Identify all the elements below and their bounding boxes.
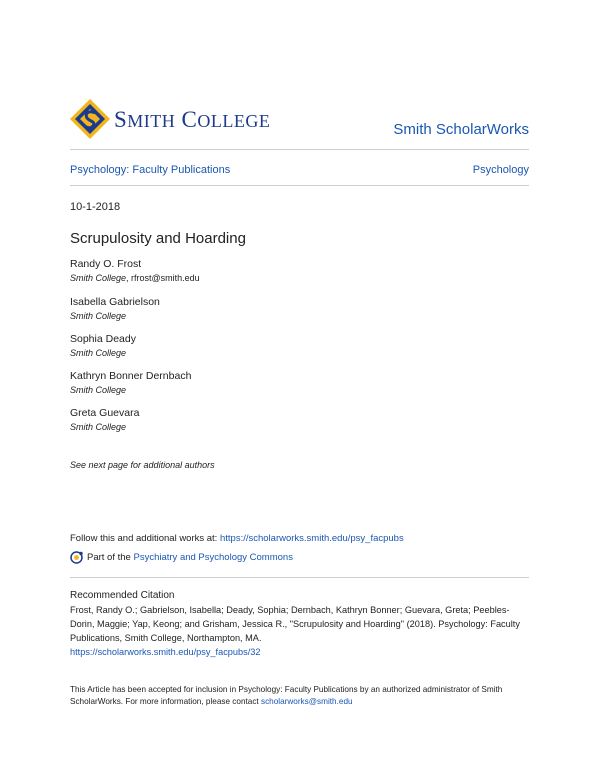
breadcrumb-department[interactable]: Psychology bbox=[472, 164, 529, 176]
follow-link[interactable]: https://scholarworks.smith.edu/psy_facpubs bbox=[219, 533, 404, 544]
contact-email-link[interactable]: scholarworks@smith.edu bbox=[260, 697, 353, 706]
citation-heading: Recommended Citation bbox=[70, 590, 175, 601]
divider bbox=[70, 149, 529, 150]
more-authors-note: See next page for additional authors bbox=[70, 460, 215, 470]
publication-date: 10-1-2018 bbox=[70, 201, 121, 213]
citation-block: Frost, Randy O.; Gabrielson, Isabella; Deady, Sophia; Dernbach, Kathryn Bonner; Guevara, Greta; Peebles-Dorin, Maggie; Yap, Keong; and Grisham, Jessica R., "Scrupulosity and Hoarding" (2018). Psychology: Faculty Publications, Smith College, Northampton, MA. https://scholarworks.smith.edu/psy_facpubs/32 bbox=[70, 605, 520, 657]
author-affiliation: Smith College bbox=[70, 311, 127, 321]
page-title: Scrupulosity and Hoarding bbox=[70, 230, 246, 247]
divider bbox=[70, 577, 529, 578]
repository-link[interactable]: Smith ScholarWorks bbox=[393, 121, 529, 138]
author-name: Isabella Gabrielson bbox=[70, 296, 160, 308]
commons-link[interactable]: Psychiatry and Psychology Commons bbox=[133, 552, 293, 563]
smith-college-seal-icon bbox=[70, 99, 110, 139]
citation-link[interactable]: https://scholarworks.smith.edu/psy_facpubs/32 bbox=[70, 647, 261, 657]
follow-line: Follow this and additional works at: https://scholarworks.smith.edu/psy_facpubs bbox=[70, 533, 404, 544]
divider bbox=[70, 185, 529, 186]
author-name: Randy O. Frost bbox=[70, 258, 142, 270]
author-affiliation: Smith College bbox=[70, 385, 127, 395]
part-of-line: Part of the Psychiatry and Psychology Commons bbox=[70, 551, 293, 564]
brand-wordmark: SMITH COLLEGE bbox=[114, 107, 271, 132]
breadcrumb-collection[interactable]: Psychology: Faculty Publications bbox=[70, 164, 231, 176]
author-name: Kathryn Bonner Dernbach bbox=[70, 370, 192, 382]
author-name: Greta Guevara bbox=[70, 407, 140, 419]
author-affiliation: Smith College bbox=[70, 348, 127, 358]
author-affiliation: Smith College, rfrost@smith.edu bbox=[70, 273, 200, 283]
network-icon bbox=[70, 551, 83, 564]
author-name: Sophia Deady bbox=[70, 333, 136, 345]
access-notice: This Article has been accepted for inclusion in Psychology: Faculty Publications by an authorized administrator of Smith ScholarWorks. For more information, please contact scholarworks@smith.edu bbox=[70, 685, 503, 706]
author-affiliation: Smith College bbox=[70, 422, 127, 432]
